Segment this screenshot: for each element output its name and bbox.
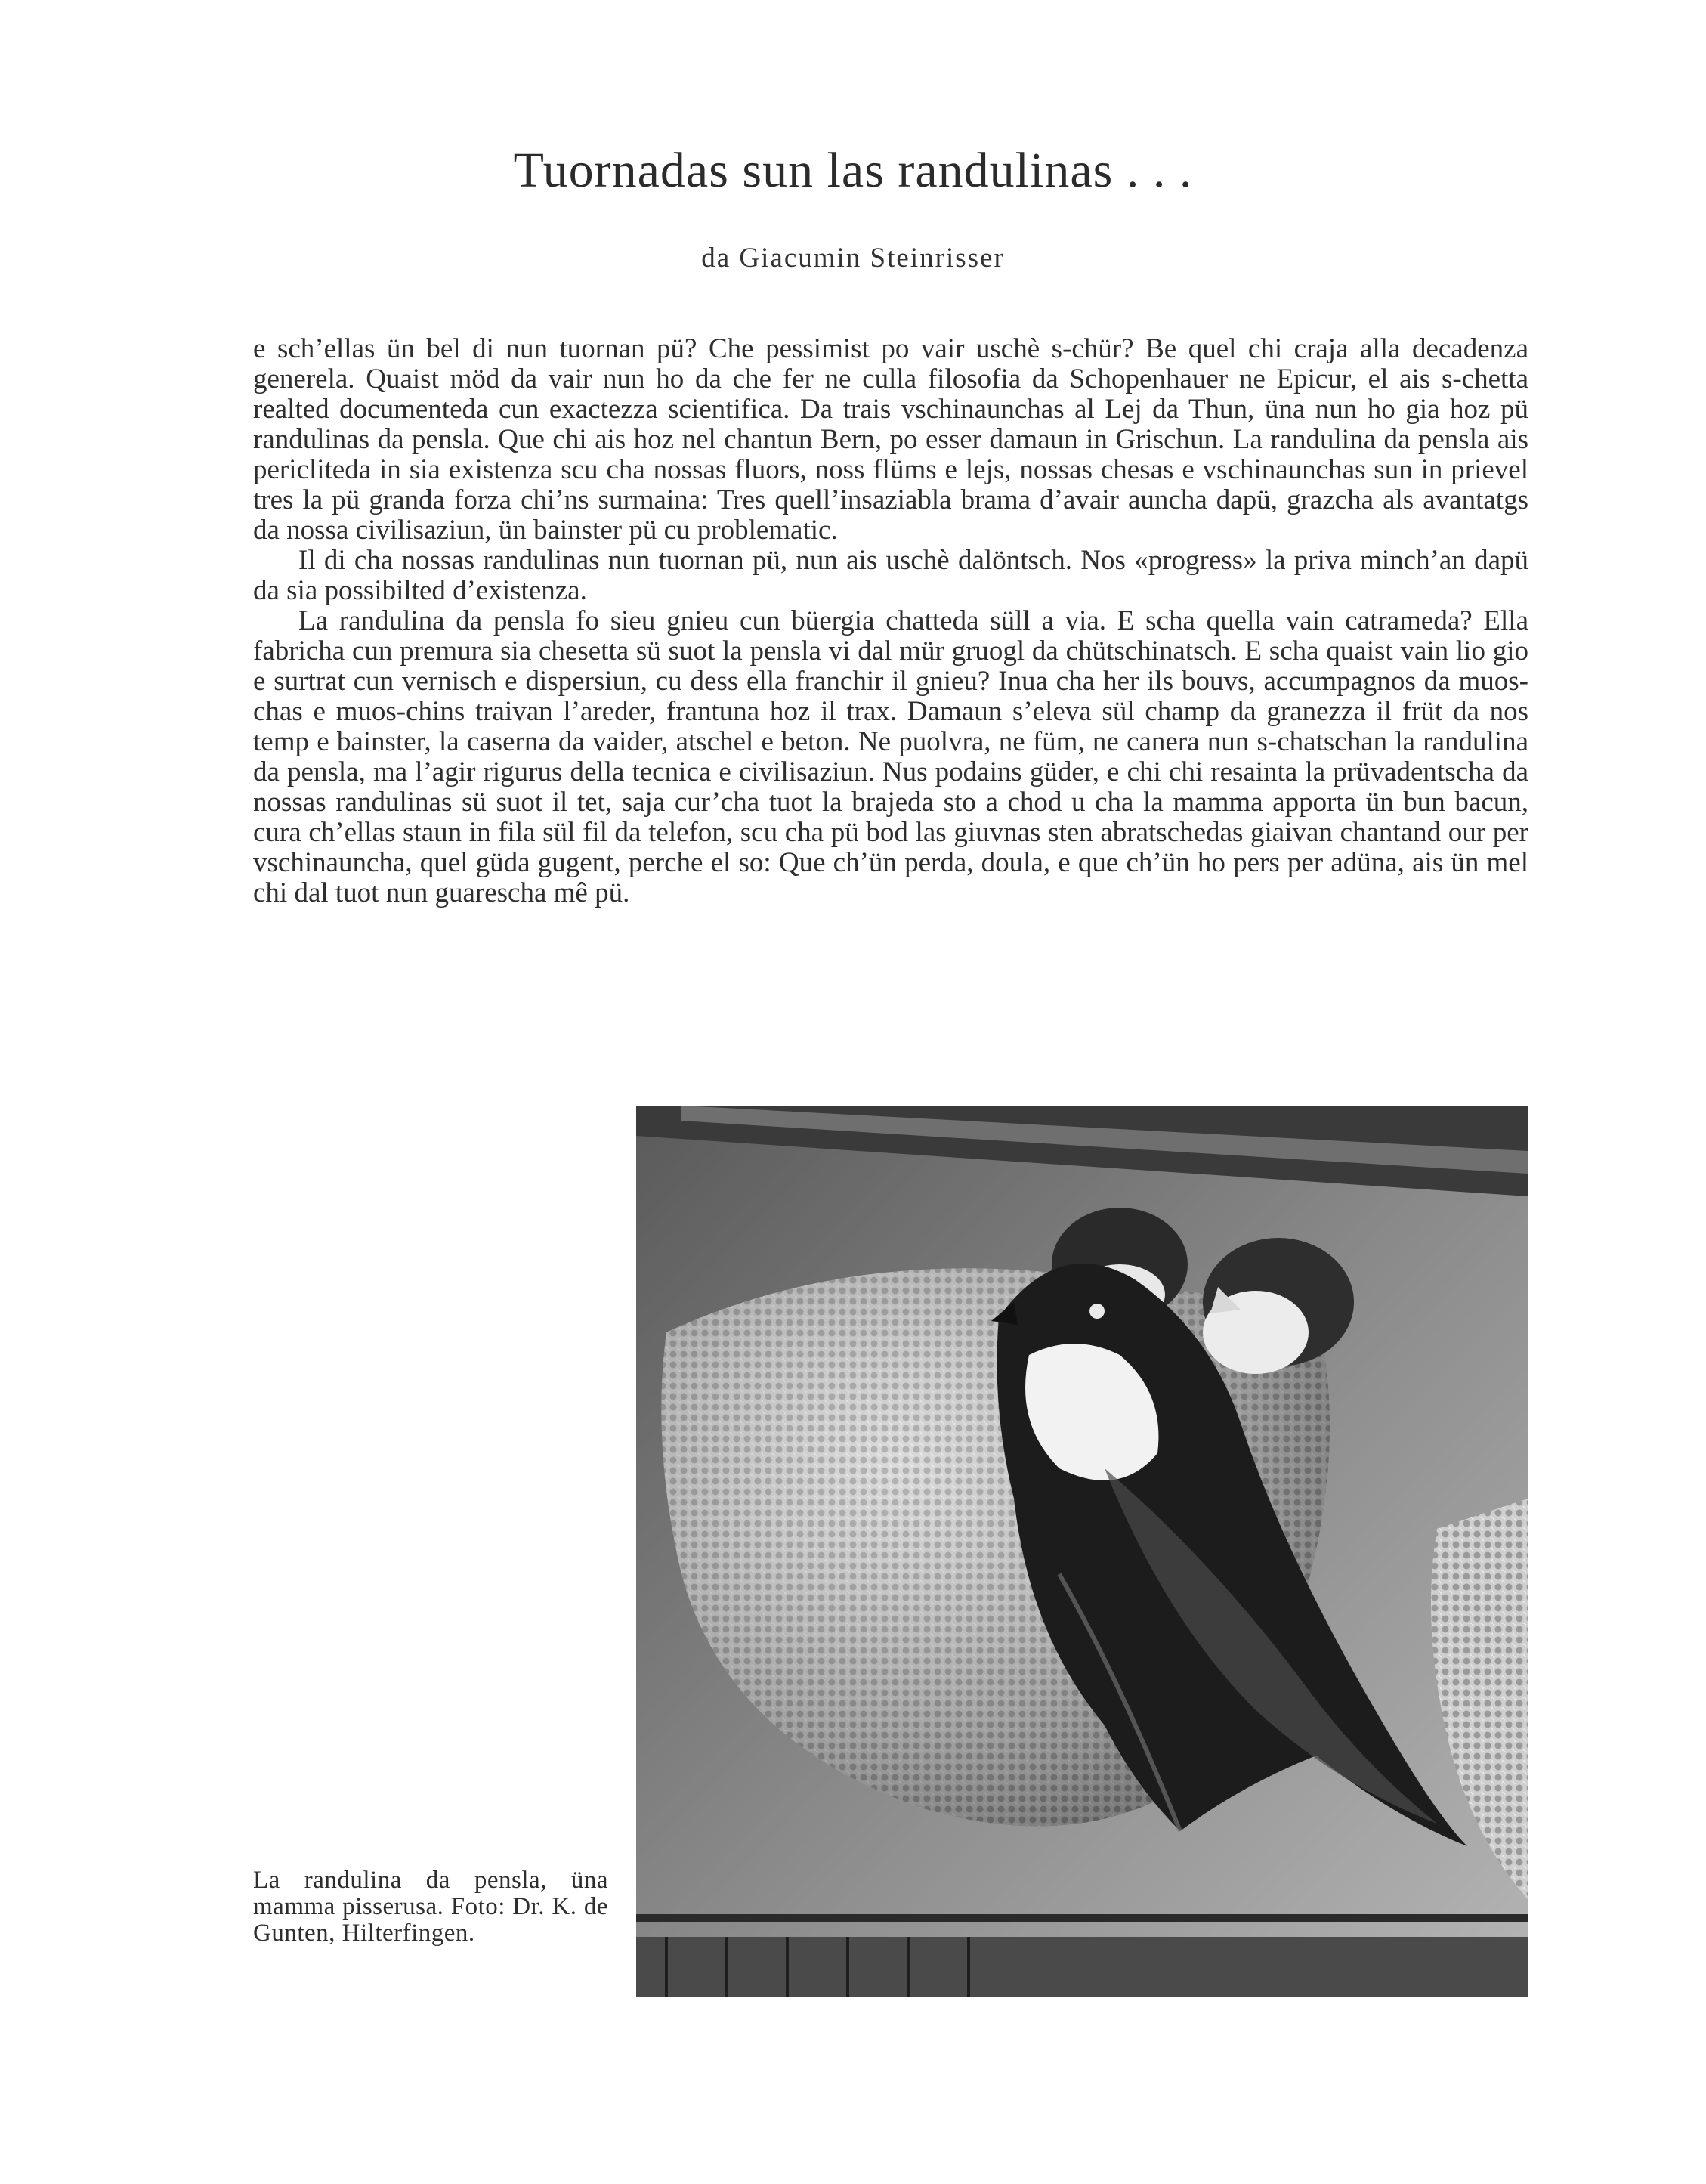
article-title: Tuornadas sun las randulinas . . . xyxy=(513,143,1193,198)
paragraph: Il di cha nossas randulinas nun tuornan pü, nun ais uschè dalöntsch. Nos «progress» la priva minch’an dapü da sia possibilted d’existenza. xyxy=(253,545,1528,606)
paragraph: e sch’ellas ün bel di nun tuornan pü? Che pessimist po vair uschè s-chür? Be quel chi craja alla decadenza generela. Quaist möd da vair nun ho da che fer ne culla filosofia da Schopenhauer ne Epicur, el ais s-chetta realted documenteda cun exactezza scientifica. Da trais vschinaunchas al Lej da Thun, üna nun ho gia hoz pü randulinas da pensla. Que chi ais hoz nel chantun Bern, po esser damaun in Grischun. La randulina da pensla ais pericliteda in sia existenza scu cha nossas fluors, noss flüms e lejs, nossas chesas e vschinaunchas sun in prievel tres la pü granda forza chi’ns surmaina: Tres quell’insaziabla brama d’avair auncha dapü, grazcha als avantatgs da nossa civilisaziun, ün bainster pü cu problematic. xyxy=(253,333,1528,546)
photo-caption: La randulina da pensla, üna mamma pisserusa. Foto: Dr. K. de Gunten, Hilterfingen. xyxy=(253,1867,608,1947)
paragraph: La randulina da pensla fo sieu gnieu cun büergia chatteda süll a via. E scha quella vain catrameda? Ella fabricha cun premura sia chesetta sü suot la pensla vi dal mür gruogl da chütschinatsch. E scha quaist vain lio gio e surtrat cun vernisch e dispersiun, cu dess ella franchir il gnieu? Inua cha her ils bouvs, accumpagnos da muos-chas e muos-chins traivan l’areder, frantuna hoz il trax. Damaun s’eleva sül champ da granezza il früt da nos temp e bainster, la caserna da vaider, atschel e beton. Ne puolvra, ne füm, ne canera nun s-chatschan la randulina da pensla, ma l’agir rigurus della tecnica e civilisaziun. Nus podains güder, e chi chi resainta la prüvadentscha da nossas randulinas sü suot il tet, saja cur’cha tuot la brajeda sto a chod u cha la mamma apporta ün bun bacun, cura ch’ellas staun in fila sül fil da telefon, scu cha pü bod las giuvnas sten abratschedas giaivan chantand our per vschinauncha, quel güda gugent, perche el so: Que ch’ün perda, doula, e que ch’ün ho pers per adüna, ais ün mel chi dal tuot nun guarescha mê pü. xyxy=(253,605,1528,908)
article-body xyxy=(253,334,1528,908)
article-author: da Giacumin Steinrisser xyxy=(701,243,1005,274)
swallow-photo xyxy=(636,1106,1528,1997)
